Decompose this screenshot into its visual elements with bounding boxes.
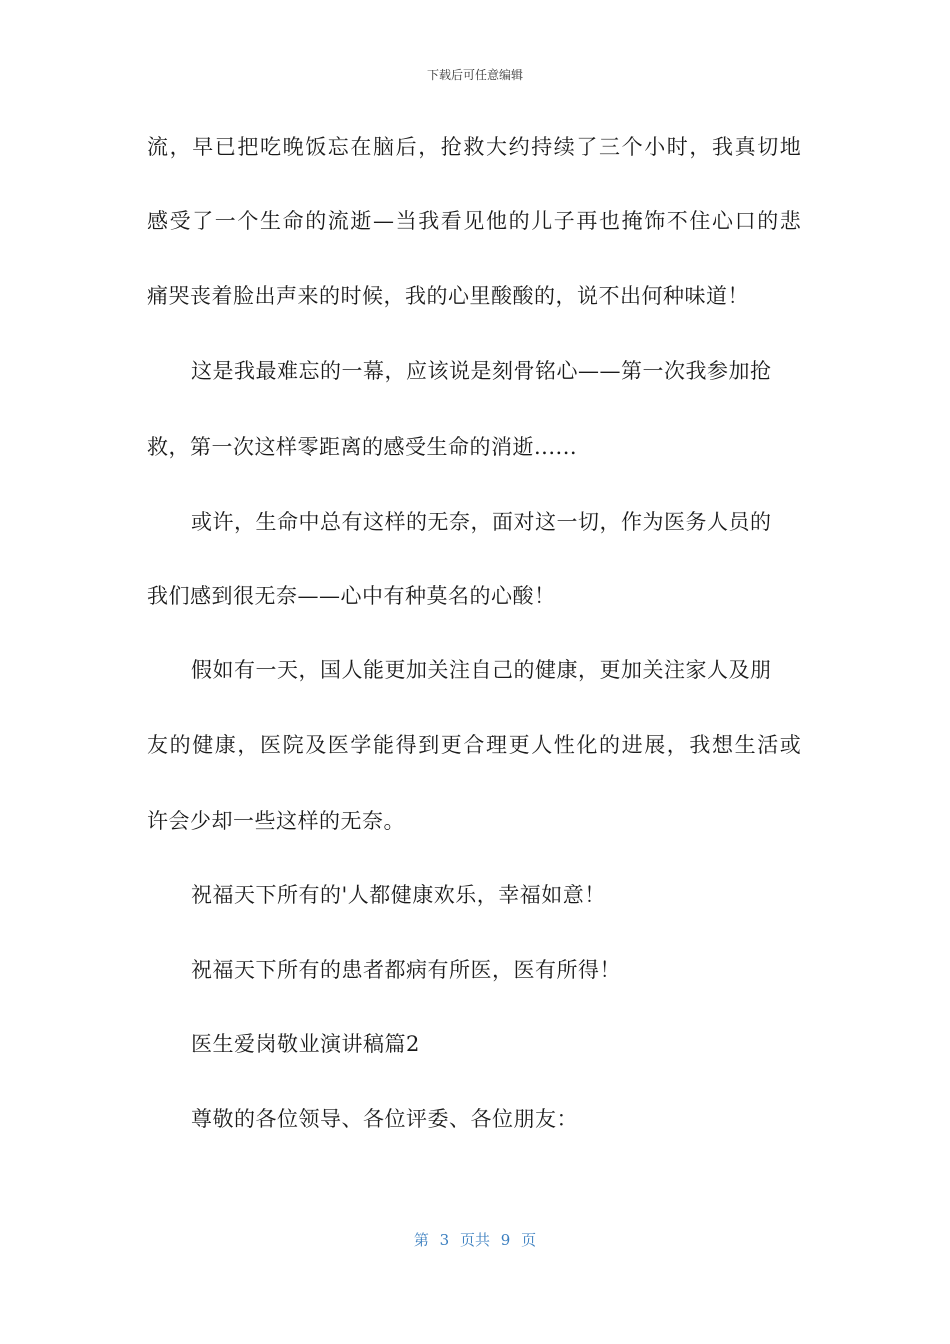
body-line: 感受了一个生命的流逝—当我看见他的儿子再也掩饰不住心口的悲 [147,209,803,233]
section-heading: 医生爱岗敬业演讲稿篇2 [191,1032,420,1056]
page-number-footer: 第 3 页共 9 页 [413,1231,537,1249]
paragraph-start-line: 或许，生命中总有这样的无奈，面对这一切，作为医务人员的 [191,510,772,534]
paragraph-start-line: 祝福天下所有的患者都病有所医，医有所得！ [191,958,621,982]
body-line: 流，早已把吃晚饭忘在脑后，抢救大约持续了三个小时，我真切地 [147,135,803,159]
body-line: 救，第一次这样零距离的感受生命的消逝...... [147,435,578,459]
body-line: 痛哭丧着脸出声来的时候，我的心里酸酸的，说不出何种味道！ [147,284,749,308]
body-line: 友的健康，医院及医学能得到更合理更人性化的进展，我想生活或 [147,733,803,757]
body-line: 我们感到很无奈——心中有种莫名的心酸！ [147,584,556,608]
page-header: 下载后可任意编辑 [426,68,523,82]
paragraph-start-line: 祝福天下所有的'人都健康欢乐，幸福如意！ [191,883,606,907]
salutation-line: 尊敬的各位领导、各位评委、各位朋友： [191,1107,578,1131]
paragraph-start-line: 假如有一天，国人能更加关注自己的健康，更加关注家人及朋 [191,658,772,682]
body-line: 许会少却一些这样的无奈。 [147,809,405,833]
paragraph-start-line: 这是我最难忘的一幕，应该说是刻骨铭心——第一次我参加抢 [191,359,772,383]
